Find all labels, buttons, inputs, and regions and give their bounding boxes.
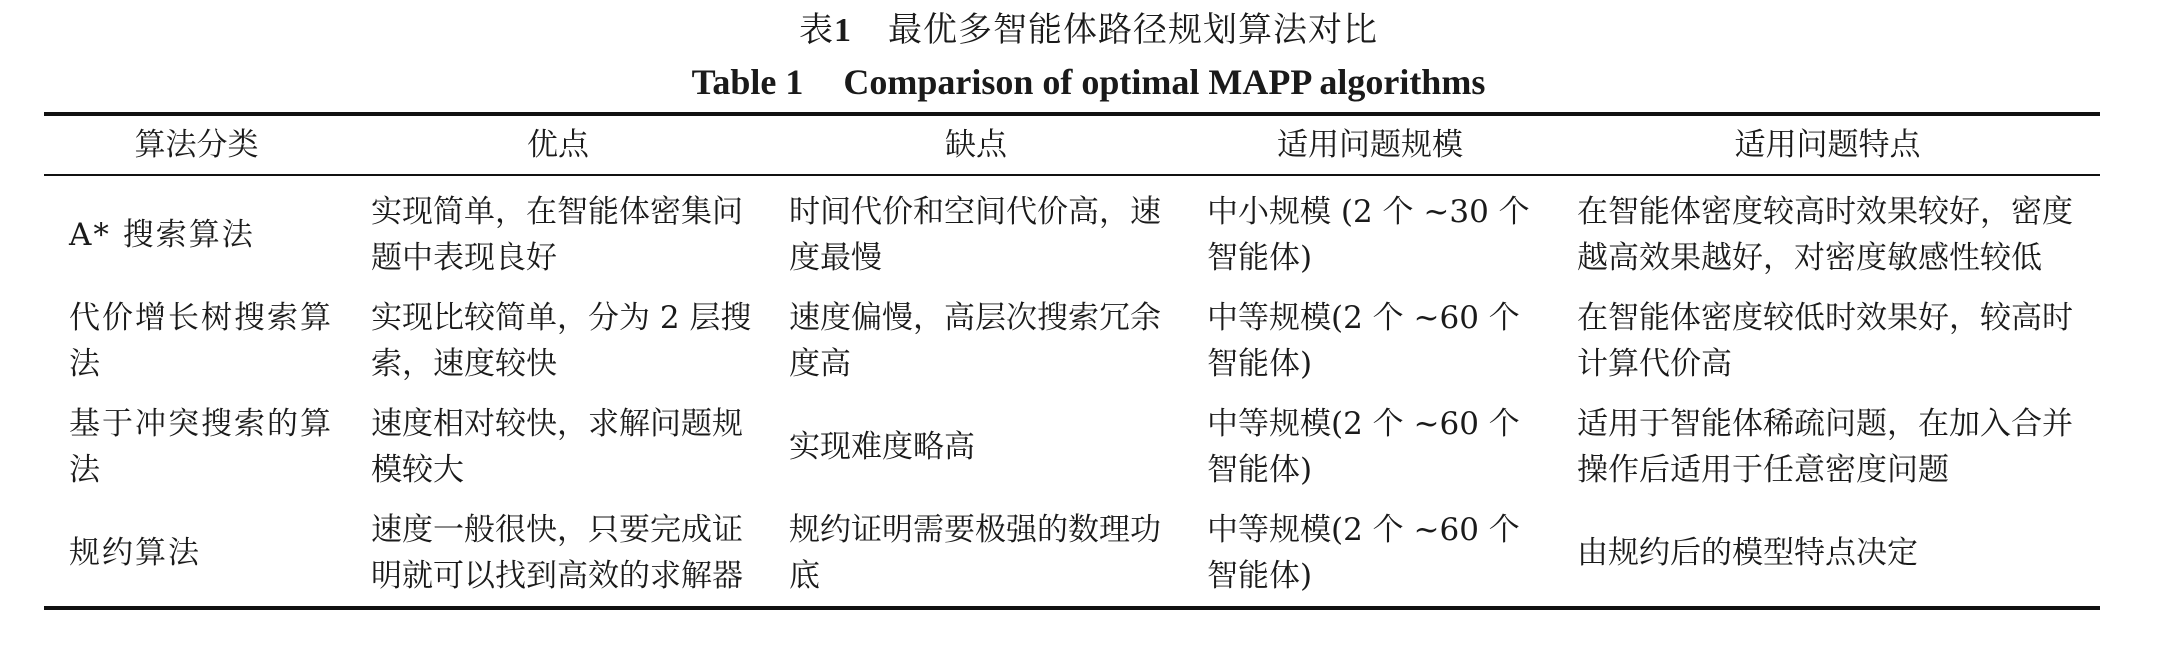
cell-scale — [1185, 288, 1555, 394]
cell-features — [1555, 175, 2100, 288]
cell-text: 实现难度略高 — [789, 429, 975, 465]
cell-advantages — [349, 394, 767, 500]
header-problem-scale: 适用问题规模 — [1277, 127, 1463, 163]
cell-text: 适用于智能体稀疏问题，在加入合并操作后适用于任意密度问题 — [1577, 406, 2073, 488]
table-row — [44, 175, 2100, 288]
cell-text: 规约证明需要极强的数理功底 — [789, 512, 1161, 594]
cell-text: 速度一般很快，只要完成证明就可以找到高效的求解器 — [371, 512, 743, 594]
cell-text: 在智能体密度较低时效果好，较高时计算代价高 — [1577, 300, 2073, 382]
cell-features — [1555, 394, 2100, 500]
cell-text: 中小规模 (2 个 ~30 个智能体) — [1207, 194, 1530, 276]
cell-advantages — [349, 175, 767, 288]
cell-advantages — [349, 288, 767, 394]
table-header-row — [44, 114, 2100, 175]
cell-disadvantages — [767, 394, 1185, 500]
header-disadvantages: 缺点 — [945, 127, 1007, 163]
caption-text-cn: 最优多智能体路径规划算法对比 — [888, 10, 1378, 50]
cell-scale — [1185, 500, 1555, 608]
cell-algorithm — [44, 175, 349, 288]
table-caption-cn — [0, 8, 2177, 53]
cell-scale — [1185, 394, 1555, 500]
cell-features — [1555, 288, 2100, 394]
cell-text: 在智能体密度较高时效果较好，密度越高效果越好，对密度敏感性较低 — [1577, 194, 2073, 276]
cell-features — [1555, 500, 2100, 608]
cell-disadvantages — [767, 288, 1185, 394]
cell-text: 速度相对较快，求解问题规模较大 — [371, 406, 743, 488]
cell-text: 中等规模(2 个 ~60 个智能体) — [1207, 300, 1520, 382]
cell-advantages — [349, 500, 767, 608]
cell-text: 时间代价和空间代价高，速度最慢 — [789, 194, 1161, 276]
cell-text: 速度偏慢，高层次搜索冗余度高 — [789, 300, 1161, 382]
table-row — [44, 394, 2100, 500]
cell-text: 规约算法 — [69, 535, 201, 571]
comparison-table — [44, 112, 2100, 610]
cell-text: 中等规模(2 个 ~60 个智能体) — [1207, 512, 1520, 594]
cell-text: 基于冲突搜索的算法 — [69, 406, 333, 488]
cell-scale — [1185, 175, 1555, 288]
cell-text: A* 搜索算法 — [69, 217, 255, 253]
header-problem-features: 适用问题特点 — [1734, 127, 1921, 163]
header-algorithm-category: 算法分类 — [134, 127, 259, 163]
cell-text: 实现简单，在智能体密集问题中表现良好 — [371, 194, 743, 276]
caption-text-en: Comparison of optimal MAPP algorithms — [843, 62, 1486, 102]
cell-algorithm — [44, 500, 349, 608]
table-row — [44, 500, 2100, 608]
cell-algorithm — [44, 288, 349, 394]
cell-text: 实现比较简单，分为 2 层搜索，速度较快 — [371, 300, 752, 382]
cell-text: 由规约后的模型特点决定 — [1577, 535, 1918, 571]
cell-disadvantages — [767, 500, 1185, 608]
cell-algorithm — [44, 394, 349, 500]
cell-text: 中等规模(2 个 ~60 个智能体) — [1207, 406, 1520, 488]
caption-label-en: Table 1 — [691, 62, 804, 102]
cell-disadvantages — [767, 175, 1185, 288]
cell-text: 代价增长树搜索算法 — [69, 300, 333, 382]
table-caption-en — [0, 60, 2177, 104]
table-row — [44, 288, 2100, 394]
caption-prefix: 表 — [799, 10, 834, 50]
header-advantages: 优点 — [527, 127, 589, 163]
caption-number: 1 — [834, 12, 852, 49]
